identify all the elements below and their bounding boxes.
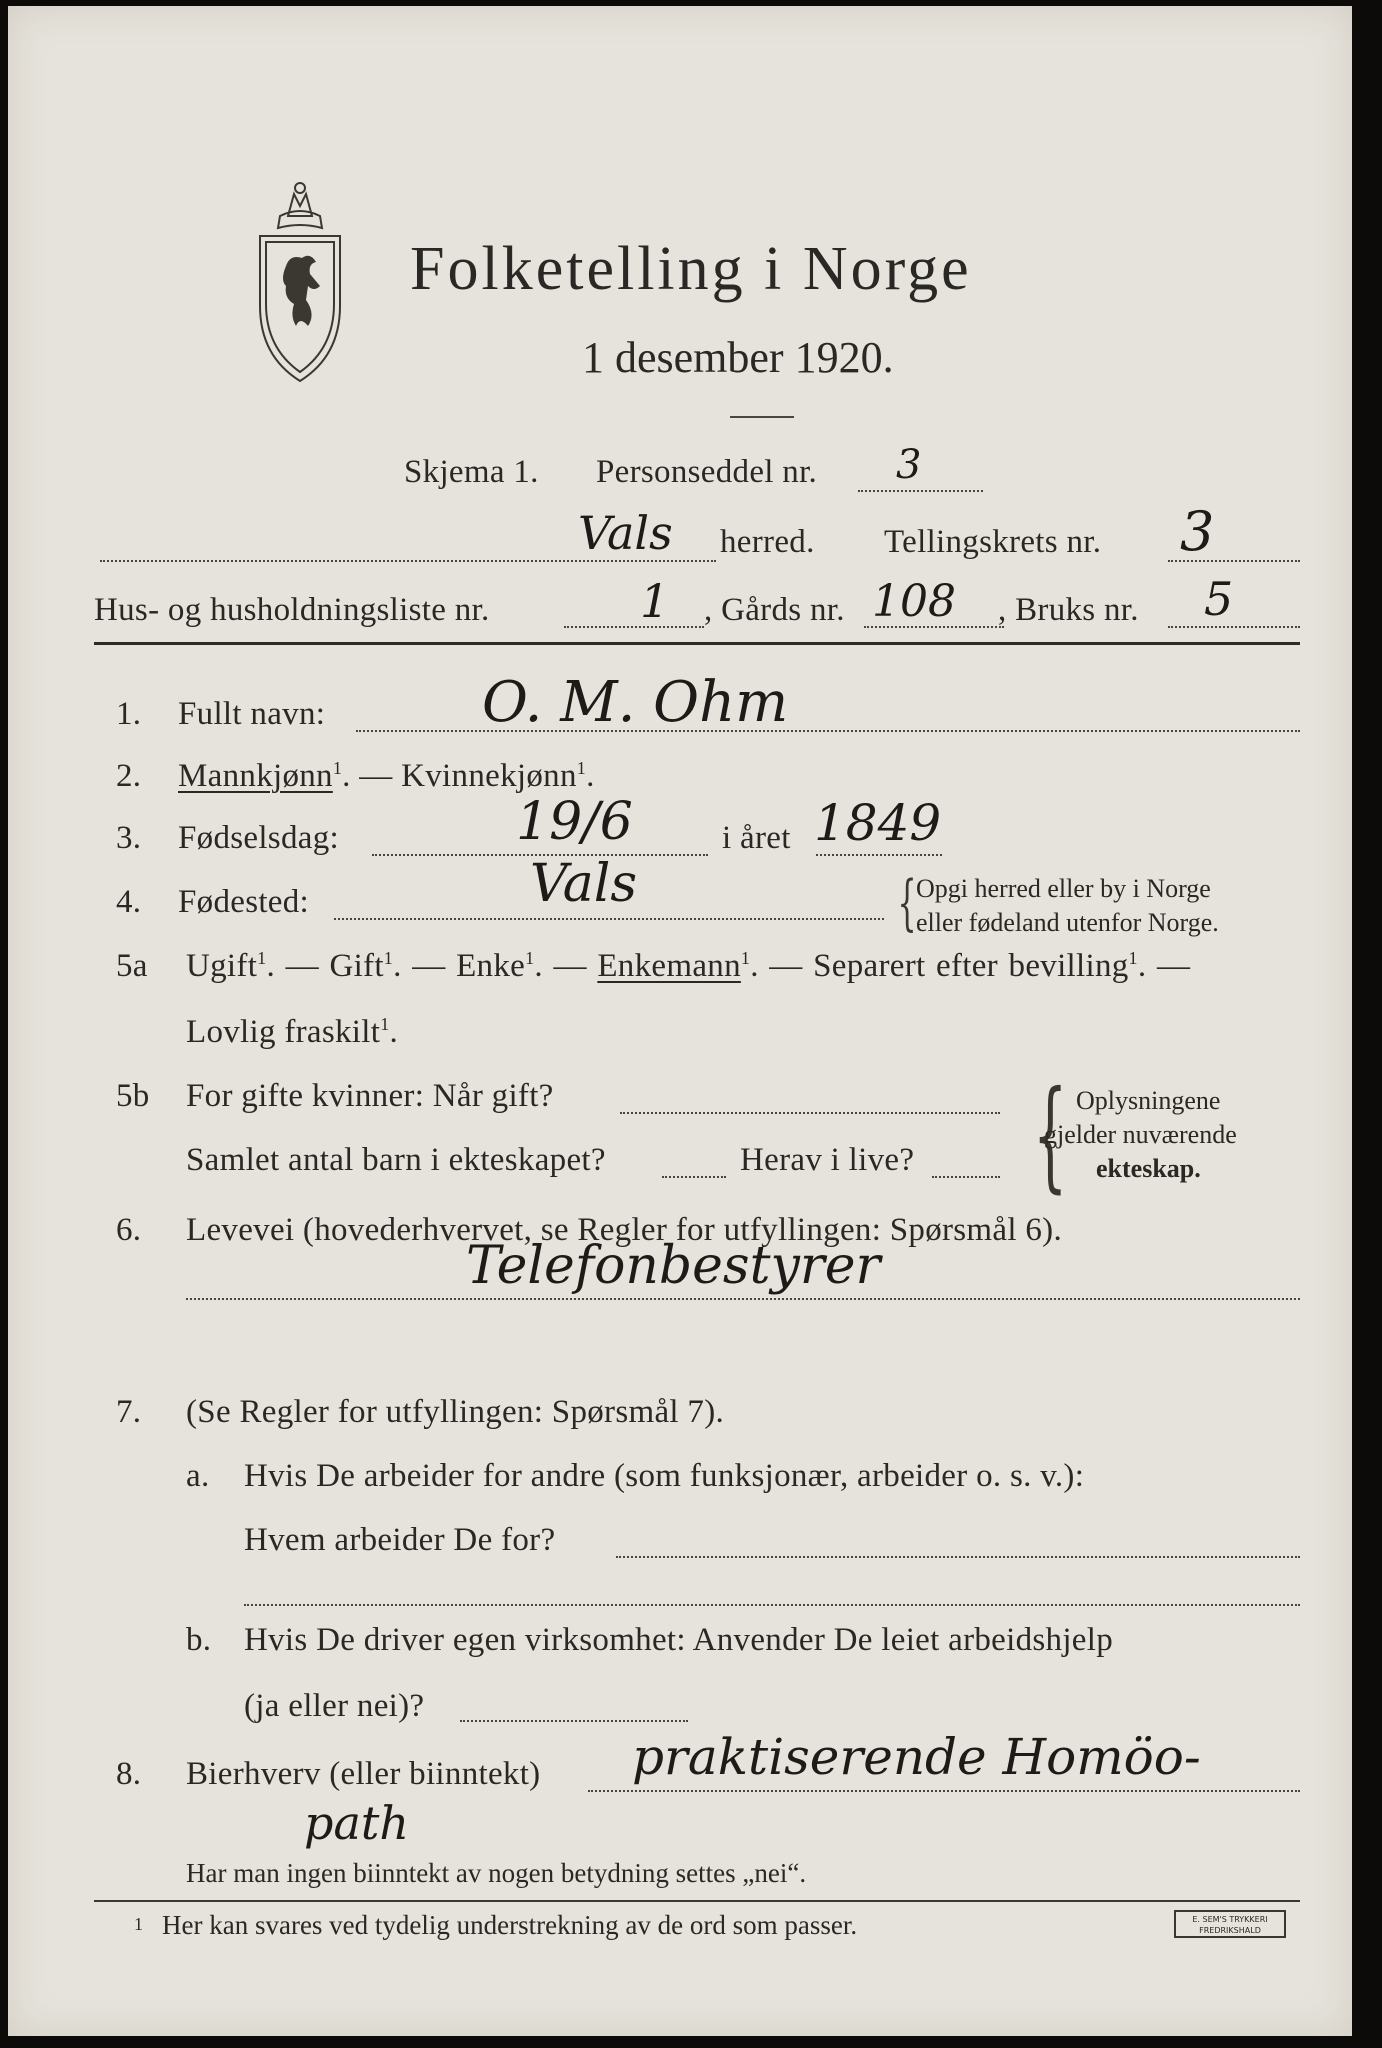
q3-year-label: i året	[722, 820, 791, 856]
form-title: Folketelling i Norge	[410, 235, 972, 303]
q4-number: 4.	[116, 884, 142, 920]
option-gift: Gift	[329, 948, 384, 984]
q1-label: Fullt navn:	[178, 696, 326, 732]
q5a-number: 5a	[116, 948, 148, 984]
occupation-value: Telefonbestyrer	[466, 1236, 881, 1296]
bruks-value: 5	[1204, 572, 1234, 626]
q5a-status-options	[186, 948, 1190, 985]
q7b-letter: b.	[186, 1622, 212, 1658]
option-enke: Enke	[456, 948, 526, 984]
q6-label: Levevei (hovederhvervet, se Regler for utfyllingen: Spørsmål 6).	[186, 1212, 1063, 1248]
q2-number: 2.	[116, 758, 142, 794]
q5b-brace: {	[1032, 1066, 1068, 1205]
title-divider	[730, 416, 794, 418]
q6-line	[186, 1298, 1300, 1300]
bruks-label: , Bruks nr.	[998, 592, 1139, 628]
personseddel-line	[858, 490, 983, 492]
hus-line	[564, 626, 704, 628]
personseddel-label: Personseddel nr.	[596, 454, 818, 490]
hus-label: Hus- og husholdningsliste nr.	[94, 592, 490, 628]
q8-line	[588, 1790, 1300, 1792]
end-period: .	[389, 1014, 399, 1050]
q4-note-line1: Opgi herred eller by i Norge	[916, 874, 1211, 903]
header-rule	[94, 642, 1300, 645]
q4-label: Fødested:	[178, 884, 310, 920]
birthyear-value: 1849	[814, 794, 942, 852]
footnote-marker: 1	[134, 1914, 143, 1934]
footnote-ref: 1	[257, 948, 267, 968]
herred-label: herred.	[720, 524, 815, 560]
side-income-value-line1: praktiserende Homöo-	[632, 1728, 1201, 1786]
q7-number: 7.	[116, 1394, 142, 1430]
end-period: .	[586, 758, 595, 794]
footnote-text: Her kan svares ved tydelig understrekning av de ord som passer.	[162, 1910, 858, 1940]
q5b-children-line	[662, 1176, 726, 1178]
q5b-label-alive: Herav i live?	[740, 1142, 915, 1178]
full-name-value: O. M. Ohm	[482, 670, 789, 735]
footnote-ref: 1	[332, 758, 343, 778]
footnote-ref: 1	[1128, 948, 1138, 968]
herred-value: Vals	[578, 506, 673, 560]
q5b-label-married: For gifte kvinner: Når gift?	[186, 1078, 554, 1114]
option-lovlig-fraskilt: Lovlig fraskilt	[186, 1014, 381, 1050]
q5b-label-children: Samlet antal barn i ekteskapet?	[186, 1142, 606, 1178]
q8-note: Har man ingen biinntekt av nogen betydning settes „nei“.	[186, 1858, 807, 1888]
tellingskrets-label: Tellingskrets nr.	[884, 524, 1102, 560]
q5b-note-line3: ekteskap.	[1096, 1154, 1201, 1183]
q6-number: 6.	[116, 1212, 142, 1248]
q8-label: Bierhverv (eller biinntekt)	[186, 1756, 541, 1792]
q3-label: Fødselsdag:	[178, 820, 339, 856]
separator: . —	[534, 948, 598, 984]
q4-line	[334, 918, 884, 920]
footnote-ref: 1	[740, 948, 751, 968]
q7a-line2: Hvem arbeider De for?	[244, 1522, 556, 1558]
q7b-line1: Hvis De driver egen virksomhet: Anvender De leiet arbeidshjelp	[244, 1622, 1114, 1658]
birthdate-value: 19/6	[516, 792, 633, 852]
q4-note-line2: eller fødeland utenfor Norge.	[916, 908, 1219, 937]
gards-label: , Gårds nr.	[704, 592, 845, 628]
bruks-line	[1168, 626, 1300, 628]
personseddel-value: 3	[896, 442, 922, 488]
q3-year-line	[816, 854, 942, 856]
separator: . —	[342, 758, 402, 794]
tellingskrets-value: 3	[1180, 500, 1215, 563]
option-ugift: Ugift	[186, 948, 258, 984]
stamp-line2: FREDRIKSHALD	[1199, 1926, 1261, 1935]
q7b-line2: (ja eller nei)?	[244, 1688, 425, 1724]
q8-number: 8.	[116, 1756, 142, 1792]
q2-sex-options	[178, 758, 595, 795]
footnote-ref: 1	[383, 948, 394, 968]
separator: . —	[393, 948, 457, 984]
hus-value: 1	[640, 574, 670, 628]
census-form	[8, 6, 1352, 2036]
q7a-letter: a.	[186, 1458, 210, 1494]
q7a-answer-line2	[244, 1604, 1300, 1606]
q7-label: (Se Regler for utfyllingen: Spørsmål 7).	[186, 1394, 725, 1430]
q5b-note-line2: gjelder nuværende	[1044, 1120, 1237, 1149]
stamp-line1: E. SEM'S TRYKKERI	[1192, 1915, 1268, 1924]
trailing-dash: . —	[1137, 948, 1191, 984]
footnote-ref: 1	[380, 1014, 390, 1034]
q5b-married-line	[620, 1112, 1000, 1114]
option-kvinnekjonn: Kvinnekjønn	[401, 758, 577, 794]
option-enkemann: Enkemann	[597, 948, 741, 984]
separator: . —	[750, 948, 814, 984]
footnote-ref: 1	[576, 758, 587, 778]
q7b-answer-line	[460, 1720, 688, 1722]
q7a-line1: Hvis De arbeider for andre (som funksjonær, arbeider o. s. v.):	[244, 1458, 1085, 1494]
footnote-rule	[94, 1900, 1300, 1902]
herred-line	[100, 560, 716, 562]
option-separert: Separert efter bevilling	[813, 948, 1129, 984]
footnote-ref: 1	[525, 948, 535, 968]
q5b-number: 5b	[116, 1078, 150, 1114]
q4-brace: {	[897, 868, 917, 938]
gards-value: 108	[872, 576, 956, 627]
side-income-value-line2: path	[304, 1796, 409, 1850]
separator: . —	[266, 948, 330, 984]
q7a-answer-line1	[616, 1556, 1300, 1558]
birthplace-value: Vals	[530, 854, 638, 914]
q5b-note-line1: Oplysningene	[1076, 1086, 1221, 1115]
norwegian-coat-of-arms-icon	[250, 176, 350, 386]
option-mannkjonn: Mannkjønn	[178, 758, 333, 794]
q3-number: 3.	[116, 820, 142, 856]
q5b-alive-line	[932, 1176, 1000, 1178]
q5a-line2	[186, 1014, 398, 1051]
printer-stamp	[1174, 1910, 1286, 1938]
q1-number: 1.	[116, 696, 142, 732]
skjema-label: Skjema 1.	[404, 454, 539, 490]
census-date: 1 desember 1920.	[582, 333, 894, 382]
